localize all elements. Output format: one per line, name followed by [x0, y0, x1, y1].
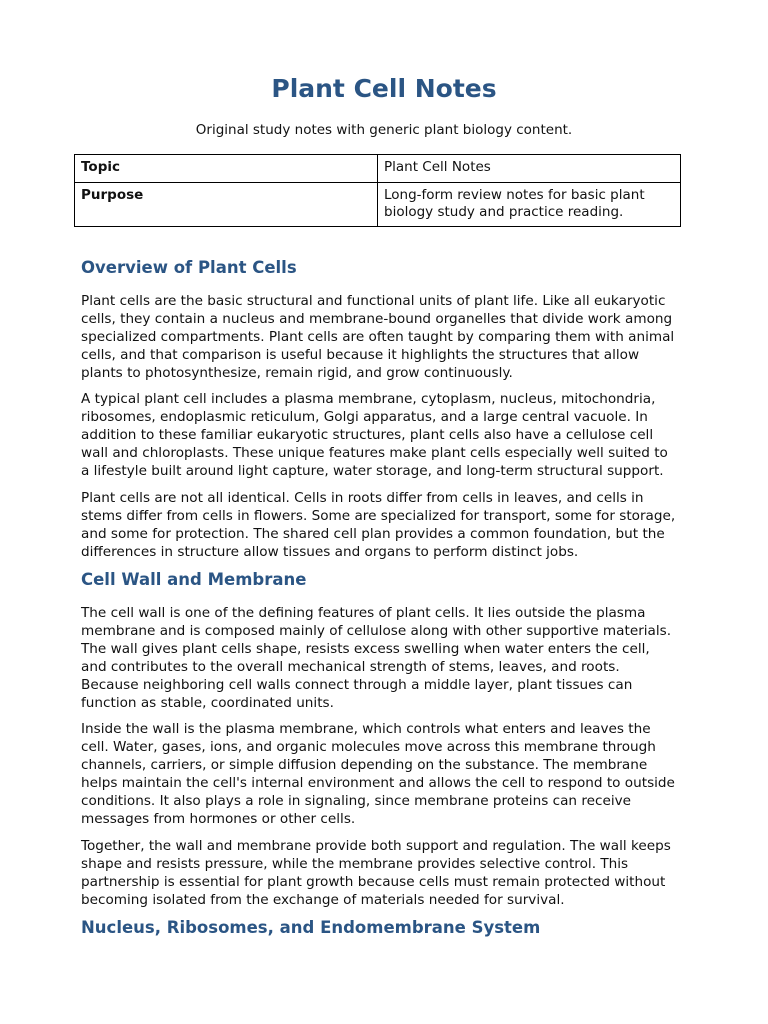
table-value-cell: Long-form review notes for basic plant biology study and practice reading. [378, 183, 681, 227]
page-subtitle: Original study notes with generic plant biology content. [195, 122, 573, 138]
paragraph: Together, the wall and membrane provide both support and regulation. The wall keeps shape and resists pressure, while the membrane provides selective control. This partnership is essential for plant growth because cells must remain protected without becoming isolated from the exchange of materials needed for survival. [81, 838, 671, 908]
info-table [74, 154, 681, 227]
paragraph: A typical plant cell includes a plasma membrane, cytoplasm, nucleus, mitochondria, ribosomes, endoplasmic reticulum, Golgi apparatus, and a large central vacuole. In addition to these familiar eukaryotic structures, plant cells also have a cellulose cell wall and chloroplasts. These unique features make plant cells especially well suited to a lifestyle built around light capture, water storage, and long-term structural support. [81, 391, 668, 479]
table-row [75, 155, 681, 183]
section-heading-nucleus: Nucleus, Ribosomes, and Endomembrane System [81, 918, 541, 937]
table-row [75, 183, 681, 227]
paragraph: Plant cells are the basic structural and functional units of plant life. Like all eukaryotic cells, they contain a nucleus and membrane-bound organelles that divide work among specialized compartments. Plant cells are often taught by comparing them with animal cells, and that comparison is useful because it highlights the structures that allow plants to photosynthesize, remain rigid, and grow continuously. [81, 293, 675, 381]
table-key-cell: Purpose [75, 183, 378, 227]
page-title: Plant Cell Notes [271, 74, 497, 103]
table-value-cell: Plant Cell Notes [378, 155, 681, 183]
section-heading-overview: Overview of Plant Cells [81, 258, 297, 277]
paragraph: The cell wall is one of the defining features of plant cells. It lies outside the plasma membrane and is composed mainly of cellulose along with other supportive materials. The wall gives plant cells shape, resists excess swelling when water enters the cell, and contributes to the overall mechanical strength of stems, leaves, and roots. Because neighboring cell walls connect through a middle layer, plant tissues can function as stable, coordinated units. [81, 605, 672, 711]
table-key-cell: Topic [75, 155, 378, 183]
paragraph: Plant cells are not all identical. Cells in roots differ from cells in leaves, and cells in stems differ from cells in flowers. Some are specialized for transport, some for storage, and some for protection. The shared cell plan provides a common foundation, but the differences in structure allow tissues and organs to perform distinct jobs. [81, 490, 676, 560]
section-heading-cell-wall: Cell Wall and Membrane [81, 570, 307, 589]
paragraph: Inside the wall is the plasma membrane, which controls what enters and leaves the cell. Water, gases, ions, and organic molecules move across this membrane through channels, carriers, or simple diffusion depending on the substance. The membrane helps maintain the cell's internal environment and allows the cell to respond to outside conditions. It also plays a role in signaling, since membrane proteins can receive messages from hormones or other cells. [81, 721, 675, 827]
